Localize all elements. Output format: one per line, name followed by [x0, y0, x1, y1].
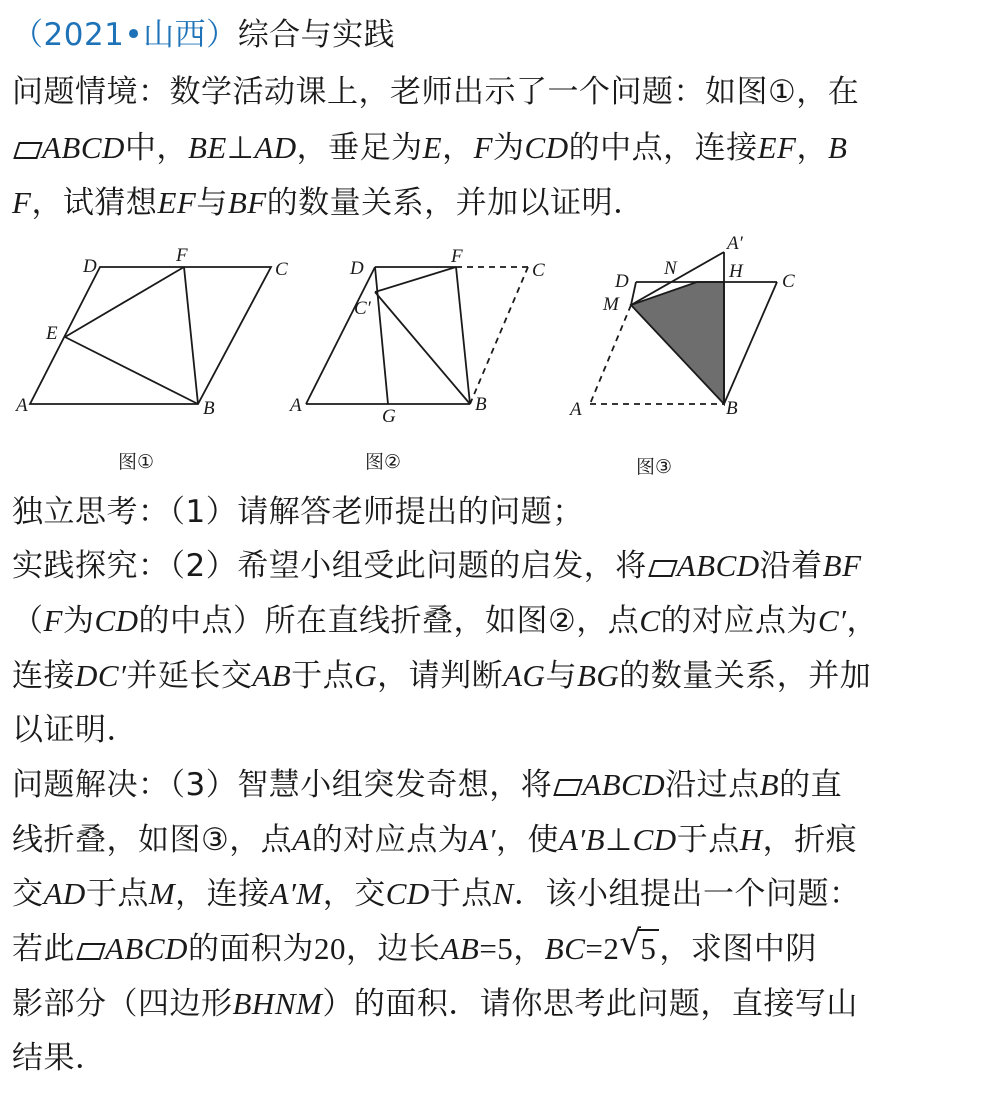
text: ， [796, 130, 828, 166]
svg-text:A: A [16, 395, 28, 416]
math-bf: BF [227, 185, 267, 220]
svg-text:H: H [729, 261, 743, 282]
bc-coefficient: 2 [603, 931, 620, 966]
text: ，边长 [345, 931, 441, 967]
text: 的中点）所在直线折叠，如图②，点 [138, 603, 640, 639]
svg-text:C′: C′ [354, 298, 371, 319]
text: ，垂足为 [296, 130, 423, 166]
math-bhnm: BHNM [232, 986, 323, 1021]
text: 与 [545, 658, 577, 694]
math-ab: AB [252, 658, 292, 693]
intro-line-3 [12, 183, 976, 223]
parallelogram-symbol [648, 560, 678, 577]
math-f: F [43, 603, 63, 638]
math-g: G [354, 658, 378, 693]
text: ，试猜想 [31, 185, 158, 221]
math-c-prime: C′ [818, 603, 847, 638]
figure-2 [306, 267, 528, 404]
math-bf: BF [822, 548, 862, 583]
text: 的对应点为 [311, 822, 470, 858]
svg-text:D: D [615, 271, 629, 292]
text: 沿过点 [665, 767, 760, 803]
math-a: A [292, 822, 312, 857]
intro-line-2 [12, 128, 976, 168]
math-ag: AG [503, 658, 546, 693]
text: ）的面积．请你思考此问题，直接写山 [322, 986, 858, 1022]
ab-value: 5 [497, 931, 514, 966]
math-n: N [492, 876, 514, 911]
math-a-prime-b: A′B [558, 822, 606, 857]
math-ad: AD [254, 130, 297, 165]
text: ，折痕 [762, 822, 858, 858]
text: 于点 [85, 876, 149, 912]
svg-text:C: C [782, 271, 795, 292]
math-a-prime: A′ [469, 822, 496, 857]
math-f: F [473, 130, 494, 165]
radical-icon: √ [619, 923, 642, 963]
text: 与 [196, 185, 228, 221]
math-ab: AB [440, 931, 480, 966]
question-3-line-6: 结果． [12, 1040, 107, 1076]
text: ，请判断 [377, 658, 504, 694]
svg-text:B: B [203, 398, 215, 419]
text: 问题解决：（3）智慧小组突发奇想，将 [12, 767, 553, 803]
text: ， [442, 130, 474, 166]
figure-2-labels [288, 246, 545, 427]
text: 为 [62, 603, 95, 639]
text: 的对应点为 [660, 603, 818, 639]
figures-area [0, 230, 986, 480]
question-2-line-1 [12, 546, 976, 586]
parallelogram-symbol [13, 142, 43, 159]
text: （ [12, 603, 44, 639]
math-dc-prime: DC′ [75, 658, 127, 693]
sqrt-expression [619, 923, 659, 969]
figure-2-caption: 图② [365, 451, 402, 473]
text: ，交 [322, 876, 386, 912]
svg-text:C: C [532, 260, 545, 281]
math-b: B [827, 130, 848, 165]
svg-text:B: B [726, 398, 738, 419]
text: 于点 [676, 822, 740, 858]
equals-sign: = [585, 931, 604, 966]
text: ，求图中阴 [659, 931, 817, 967]
text: ，连接 [175, 876, 270, 912]
text: 若此 [12, 931, 75, 967]
svg-text:C: C [275, 259, 288, 280]
svg-text:F: F [176, 245, 188, 266]
text: 的数量关系，并加以证明． [266, 185, 645, 221]
math-be: BE [187, 130, 227, 165]
text: 沿着 [759, 548, 823, 584]
header-line [12, 15, 976, 55]
perp-symbol: ⊥ [226, 130, 255, 166]
math-abcd: ABCD [42, 130, 125, 165]
svg-text:F: F [451, 246, 463, 267]
equals-sign: = [479, 931, 498, 966]
math-cd: CD [632, 822, 677, 857]
math-abcd: ABCD [676, 548, 760, 583]
text: 的直 [779, 767, 843, 803]
question-1: 独立思考：（1）请解答老师提出的问题； [12, 494, 584, 530]
text: ，使 [495, 822, 559, 858]
math-c: C [639, 603, 661, 638]
perp-symbol: ⊥ [605, 822, 633, 858]
question-3-line-3 [12, 874, 976, 914]
math-abcd: ABCD [582, 767, 666, 802]
text: ， [846, 603, 878, 639]
text: 实践探究：（2）希望小组受此问题的启发，将 [12, 548, 647, 584]
svg-text:N: N [664, 258, 677, 279]
parallelogram-symbol [76, 943, 106, 960]
text: 线折叠，如图③，点 [12, 822, 293, 858]
math-f: F [12, 185, 32, 220]
math-h: H [739, 822, 763, 857]
svg-text:B: B [475, 394, 487, 415]
text: 并延长交 [126, 658, 253, 694]
sqrt-argument: 5 [637, 929, 659, 966]
math-m: M [148, 876, 176, 911]
text: 的中点，连接 [568, 130, 758, 166]
svg-text:D: D [83, 256, 97, 277]
figure-1 [30, 267, 271, 404]
text: 于点 [429, 876, 493, 912]
svg-text:E: E [46, 323, 58, 344]
section-title: 综合与实践 [237, 17, 396, 53]
area-value: 20 [313, 931, 346, 966]
math-a-prime-m: A′M [269, 876, 323, 911]
svg-text:M: M [603, 294, 619, 315]
question-3-line-4 [12, 923, 976, 969]
question-3-line-5 [12, 984, 976, 1024]
parallelogram-symbol [553, 779, 583, 796]
math-ad: AD [43, 876, 86, 911]
question-3-line-1 [12, 765, 976, 805]
svg-text:A: A [570, 399, 582, 420]
text: 的数量关系，并加 [619, 658, 872, 694]
svg-text:G: G [382, 406, 396, 427]
text: 影部分（四边形 [12, 986, 233, 1022]
question-3-line-2 [12, 820, 976, 860]
intro-line-1: 问题情境：数学活动课上，老师出示了一个问题：如图①，在 [12, 74, 860, 110]
text: 交 [12, 876, 44, 912]
figure-3-caption: 图③ [636, 456, 673, 478]
svg-text:D: D [350, 258, 364, 279]
math-cd: CD [94, 603, 139, 638]
question-2-line-3 [12, 656, 976, 696]
math-ef: EF [157, 185, 197, 220]
svg-text:A: A [290, 395, 302, 416]
math-e: E [422, 130, 443, 165]
source-tag: （2021•山西） [12, 17, 238, 53]
text: ， [513, 931, 545, 967]
math-b: B [759, 767, 780, 802]
question-2-line-4: 以证明． [12, 712, 138, 748]
text: 于点 [291, 658, 355, 694]
text: 为 [493, 130, 525, 166]
figure-1-labels [14, 245, 288, 419]
svg-text:A′: A′ [727, 233, 743, 254]
math-ef: EF [757, 130, 797, 165]
text: 的面积为 [187, 931, 314, 967]
math-cd: CD [524, 130, 569, 165]
text: ．该小组提出一个问题： [513, 876, 861, 912]
math-bc: BC [544, 931, 586, 966]
text: 中， [124, 130, 188, 166]
math-bg: BG [576, 658, 620, 693]
math-abcd: ABCD [105, 931, 188, 966]
math-cd: CD [385, 876, 430, 911]
text: 连接 [12, 658, 75, 694]
question-2-line-2 [12, 601, 976, 641]
figure-1-caption: 图① [118, 451, 155, 473]
